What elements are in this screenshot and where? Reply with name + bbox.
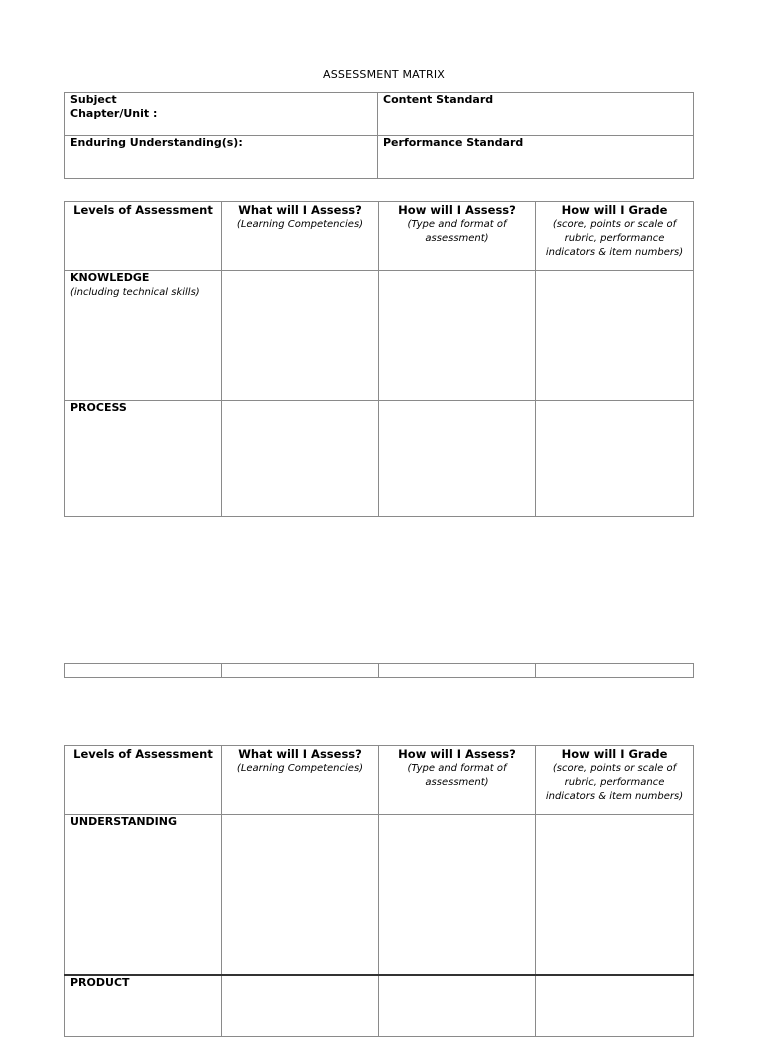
how-grade-title: How will I Grade — [561, 747, 668, 761]
process-what-cell[interactable] — [222, 401, 379, 517]
how-grade-note: (score, points or scale of rubric, performance indicators & item numbers) — [545, 763, 684, 802]
understanding-row — [65, 815, 694, 976]
what-assess-title: What will I Assess? — [238, 203, 362, 217]
product-grade-cell[interactable] — [536, 975, 694, 1037]
how-assess-note: (Type and format of assessment) — [407, 763, 507, 788]
empty-strip-row — [64, 663, 694, 678]
what-assess-header — [222, 746, 379, 815]
product-what-cell[interactable] — [222, 975, 379, 1037]
knowledge-row — [65, 271, 694, 401]
performance-standard-label: Performance Standard — [383, 136, 524, 149]
product-label: PRODUCT — [70, 976, 130, 989]
knowledge-what-cell[interactable] — [222, 271, 379, 401]
knowledge-level-cell — [65, 271, 222, 401]
how-assess-header — [379, 202, 536, 271]
performance-standard-cell — [378, 136, 694, 179]
product-how-cell[interactable] — [379, 975, 536, 1037]
how-assess-title: How will I Assess? — [398, 747, 516, 761]
how-assess-header — [379, 746, 536, 815]
subject-cell — [65, 93, 378, 136]
understanding-label: UNDERSTANDING — [70, 815, 178, 828]
what-assess-header — [222, 202, 379, 271]
levels-header-title: Levels of Assessment — [73, 203, 213, 217]
levels-header — [65, 202, 222, 271]
how-grade-note: (score, points or scale of rubric, performance indicators & item numbers) — [545, 219, 684, 258]
knowledge-grade-cell[interactable] — [536, 271, 694, 401]
matrix-header-row — [65, 202, 694, 271]
matrix-header-row — [65, 746, 694, 815]
knowledge-how-cell[interactable] — [379, 271, 536, 401]
what-assess-title: What will I Assess? — [238, 747, 362, 761]
header-info-table — [64, 92, 694, 179]
content-standard-label: Content Standard — [383, 93, 494, 106]
assessment-matrix-table-2 — [64, 745, 694, 1037]
strip-cell — [379, 664, 536, 678]
strip-cell — [536, 664, 694, 678]
what-assess-note: (Learning Competencies) — [236, 219, 364, 230]
assessment-matrix-table-1 — [64, 201, 694, 517]
understanding-level-cell — [65, 815, 222, 976]
how-grade-header — [536, 746, 694, 815]
subject-label: Subject — [70, 93, 117, 106]
page-title: ASSESSMENT MATRIX — [323, 68, 445, 81]
what-assess-note: (Learning Competencies) — [236, 763, 364, 774]
process-level-cell — [65, 401, 222, 517]
understanding-what-cell[interactable] — [222, 815, 379, 976]
enduring-understanding-label: Enduring Understanding(s): — [70, 136, 243, 149]
product-row — [65, 975, 694, 1037]
strip-cell — [222, 664, 379, 678]
process-label: PROCESS — [70, 401, 127, 414]
knowledge-note: (including technical skills) — [70, 287, 200, 298]
process-how-cell[interactable] — [379, 401, 536, 517]
levels-header-title: Levels of Assessment — [73, 747, 213, 761]
enduring-understanding-cell — [65, 136, 378, 179]
product-level-cell — [65, 975, 222, 1037]
process-grade-cell[interactable] — [536, 401, 694, 517]
how-grade-title: How will I Grade — [561, 203, 668, 217]
chapter-unit-label: Chapter/Unit : — [70, 107, 158, 120]
how-assess-note: (Type and format of assessment) — [407, 219, 507, 244]
strip-cell — [65, 664, 222, 678]
levels-header — [65, 746, 222, 815]
how-assess-title: How will I Assess? — [398, 203, 516, 217]
knowledge-label: KNOWLEDGE — [70, 271, 150, 284]
understanding-grade-cell[interactable] — [536, 815, 694, 976]
content-standard-cell — [378, 93, 694, 136]
how-grade-header — [536, 202, 694, 271]
process-row — [65, 401, 694, 517]
understanding-how-cell[interactable] — [379, 815, 536, 976]
